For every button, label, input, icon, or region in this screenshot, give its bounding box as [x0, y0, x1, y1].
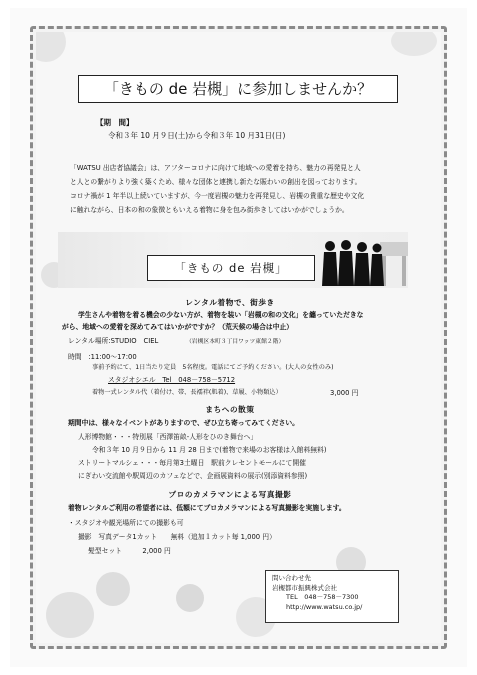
- rental-place: レンタル場所:STUDIO CIEL: [68, 337, 159, 345]
- intro-line: 「WATSU 出店者協議会」は、アフターコロナに向けて地域への愛着を持ち、魅力の再発見と人: [70, 164, 361, 172]
- rental-price: 3,000 円: [330, 389, 359, 397]
- tour-line: 令和３年 10 月９日から 11 月 28 日まで(着物で来場のお客様は入館料無料): [92, 446, 327, 454]
- tour-line: ストリートマルシェ・・・毎月第3土曜日 駅前クレセントモールにて開催: [78, 459, 306, 467]
- photo-line: 着物レンタルご利用の希望者には、低額にてプロカメラマンによる写真撮影を実施します。: [68, 504, 346, 512]
- flower-decoration-icon: [36, 32, 66, 62]
- tour-line: にぎわい交流館や駅周辺のカフェなどで、企画展資料の展示(別添資料参照): [78, 472, 308, 480]
- studio-phone: スタジオシエル Tel 048－758－5712: [108, 376, 236, 384]
- rental-reservation: 事前予約にて、1日当たり定員 5名程度。電話にてご予約ください。(大人の女性のみ): [92, 364, 334, 371]
- photo-heading: プロのカメラマンによる写真撮影: [168, 490, 292, 499]
- contact-url[interactable]: http://www.watsu.co.jp/: [286, 602, 363, 611]
- contact-org: 岩槻都市振興株式会社: [272, 583, 337, 592]
- period-label: 【期 間】: [96, 118, 134, 127]
- flower-decoration-icon: [96, 572, 130, 606]
- rental-address: （岩槻区本町３丁目ワッツ東館２階）: [186, 339, 285, 345]
- contact-label: 問い合わせ先: [272, 574, 311, 582]
- tour-line: 期間中は、様々なイベントがありますので、ぜひ立ち寄ってみてください。: [68, 419, 299, 427]
- contact-tel: TEL 048－758－7300: [286, 593, 359, 601]
- photo-line: 撮影 写真データ1カット 無料（追加１カット毎 1,000 円）: [78, 533, 276, 541]
- flower-decoration-icon: [391, 32, 437, 56]
- tour-heading: まちへの散策: [205, 405, 255, 414]
- event-banner: 「きもの de 岩槻」: [147, 255, 315, 281]
- rental-line: 学生さんや着物を着る機会の少ない方が、着物を装い「岩槻の和の文化」を纏っていただきな: [78, 311, 364, 319]
- period-dates: 令和３年 10 月９日(土)から令和３年 10 月31日(日): [108, 131, 286, 140]
- intro-line: と人との繋がりより強く築くため、様々な団体と連携し新たな賑わいの創出を図っております。: [70, 178, 362, 186]
- rental-time: 時間 :11:00～17:00: [68, 353, 137, 361]
- flower-decoration-icon: [46, 592, 94, 638]
- contact-box: [265, 570, 399, 623]
- rental-line: がら、地域への愛着を深めてみてはいかがですか？（荒天候の場合は中止）: [62, 323, 294, 331]
- tour-line: 人形博物館・・・特別展「西澤笛畝-人形をひのき舞台へ」: [78, 433, 258, 441]
- rental-heading: レンタル着物で、街歩き: [185, 298, 275, 307]
- page-title: 「きもの de 岩槻」に参加しませんか？: [78, 75, 398, 103]
- kimono-silhouette-icon: [320, 236, 412, 288]
- intro-line: に触れながら、日本の和の象徴ともいえる着物に身を包み街歩きしてはいかがでしょうか。: [70, 206, 349, 214]
- rental-set: 着物一式レンタル代（着付け、帯、長襦袢(肌着)、草履、小物類込）: [92, 389, 282, 396]
- photo-line: ・スタジオや観光場所にての撮影も可: [68, 519, 184, 527]
- flower-decoration-icon: [176, 584, 204, 612]
- photo-line: 髪型セット 2,000 円: [88, 547, 171, 555]
- intro-line: コロナ禍が 1 年半以上続いていますが、今一度岩槻の魅力を再発見し、岩槻の貴重な歴史や文化: [70, 192, 365, 200]
